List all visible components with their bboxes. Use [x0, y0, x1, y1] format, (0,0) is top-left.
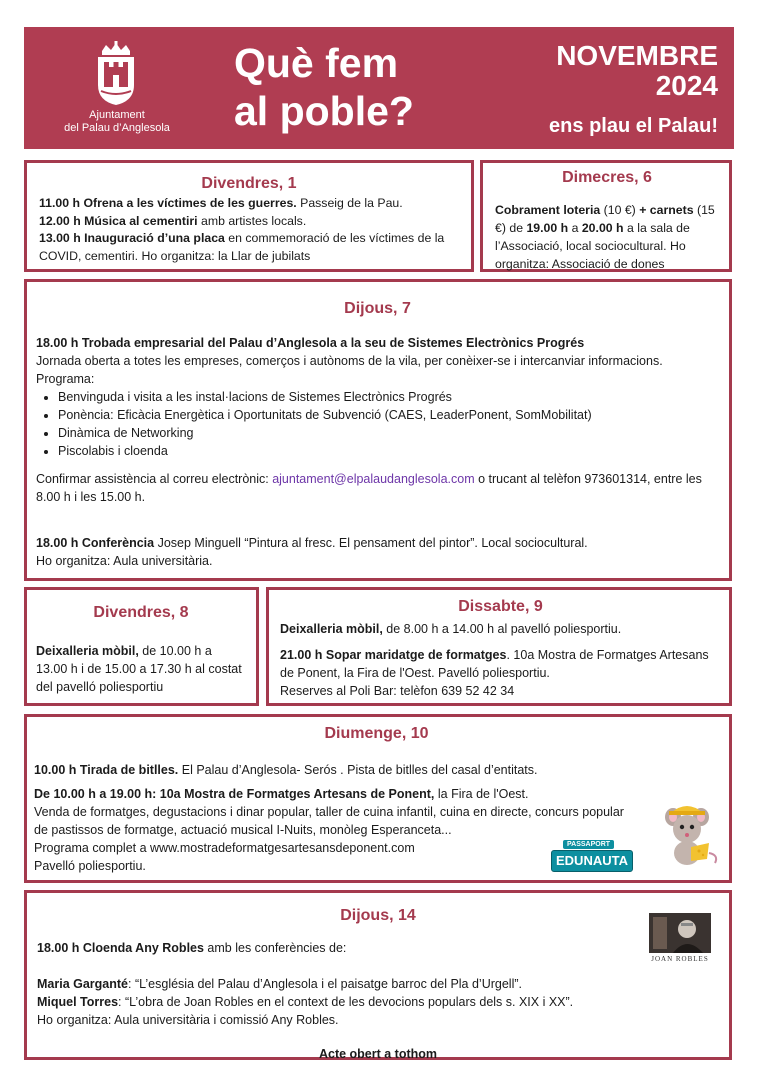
email-link[interactable]: ajuntament@elpalaudanglesola.com — [272, 472, 475, 486]
event-line: 18.00 h Conferència Josep Minguell “Pintura al fresc. El pensament del pintor”. Local sociocultural. — [36, 536, 588, 550]
list-item: • Benvinguda i visita a les instal·lacions de Sistemes Electrònics Progrés — [58, 388, 719, 406]
event-description: Venda de formatges, degustacions i dinar popular, taller de cuina infantil, cuina en directe, concurs popular de pastissos de formatge, actuació musical I-Nuits, monòleg Esperanceta... — [34, 805, 624, 837]
title-line2: al poble? — [234, 88, 414, 134]
list-item: • Ponència: Eficàcia Energètica i Oportunitats de Subvenció (CAES, LeaderPonent, SomMobilitat) — [58, 406, 719, 424]
crest-caption-line1: Ajuntament — [89, 109, 145, 121]
list-item: • Piscolabis i cloenda — [58, 442, 719, 460]
mouse-mascot-icon — [659, 795, 719, 867]
location-line: Pavelló poliesportiu. — [34, 859, 146, 873]
badge-main-label: EDUNAUTA — [551, 850, 633, 872]
joan-robles-logo — [649, 913, 711, 965]
crest-caption-line2: del Palau d’Anglesola — [64, 122, 170, 134]
event-line: 11.00 h Ofrena a les víctimes de les guerres. Passeig de la Pau. 12.00 h Música al cementiri amb artistes locals. 13.00 h Inauguració d’una placa en commemoració de les víctimes de la COVID, cementiri. Ho organitza: la Llar de jubilats — [39, 196, 445, 263]
badge-top-label: PASSAPORT — [563, 840, 614, 849]
speaker-line: Miquel Torres: “L’obra de Joan Robles en el context de les devocions populars dels s. XIX i XX”. — [37, 995, 574, 1009]
logo-label: JOAN ROBLES — [651, 955, 709, 963]
open-event-note: Acte obert a tothom — [318, 1047, 438, 1061]
header-banner — [24, 27, 734, 149]
municipal-crest-icon — [76, 41, 156, 107]
event-box-sun10 — [24, 714, 732, 883]
day-title: Dijous, 14 — [340, 907, 416, 924]
title-line1: Què fem — [234, 40, 399, 86]
event-line: 18.00 h Cloenda Any Robles amb les conferències de: — [37, 941, 347, 955]
day-title: Divendres, 8 — [93, 604, 189, 621]
organizer-line: Ho organitza: Aula universitària. — [36, 554, 213, 568]
event-box-wed6 — [480, 160, 732, 272]
event-title: 18.00 h Trobada empresarial del Palau d’Anglesola a la seu de Sistemes Electrònics Progrés — [36, 336, 585, 350]
confirm-text: Confirmar assistència al correu electrònic: ajuntament@elpalaudanglesola.com o trucant al telèfon 973601314, entre les 8.00 h i les 15.00 h. — [36, 472, 702, 504]
organizer-line: Ho organitza: Aula universitària i comissió Any Robles. — [37, 1013, 339, 1027]
event-box-fri1 — [24, 160, 474, 272]
list-item: • Dinàmica de Networking — [58, 424, 719, 442]
event-line: 10.00 h Tirada de bitlles. El Palau d’Anglesola- Serós . Pista de bitlles del casal d’entitats. — [34, 763, 538, 777]
program-link-line: Programa complet a www.mostradeformatgesartesansdeponent.com — [34, 841, 415, 855]
day-title: Dijous, 7 — [344, 300, 411, 317]
passaport-edunauta-badge — [551, 841, 633, 872]
reservation-line: Reserves al Poli Bar: telèfon 639 52 42 34 — [280, 684, 515, 698]
event-line: 21.00 h Sopar maridatge de formatges. 10a Mostra de Formatges Artesans de Ponent, la Fira de l'Oest. Pavelló poliesportiu. — [280, 648, 709, 680]
event-box-fri8 — [24, 587, 259, 706]
month-label: NOVEMBRE — [556, 40, 718, 71]
event-line: Cobrament loteria (10 €) + carnets (15 €) de 19.00 h a 20.00 h a la sala de l’Associació, local sociocultural. Ho organitza: Associació de dones — [495, 203, 715, 271]
event-description: Jornada oberta a totes les empreses, comerços i autònoms de la vila, per conèixer-se i intercanviar informacions. Programa: — [36, 354, 663, 386]
event-box-thu7 — [24, 279, 732, 581]
event-line: De 10.00 h a 19.00 h: 10a Mostra de Formatges Artesans de Ponent, la Fira de l'Oest. — [34, 787, 529, 801]
event-line: Deixalleria mòbil, de 10.00 h a 13.00 h i de 15.00 a 17.30 h al costat del pavelló poliesportiu — [36, 644, 242, 694]
program-list — [36, 388, 719, 460]
day-title: Divendres, 1 — [201, 175, 297, 192]
day-title: Dimecres, 6 — [562, 169, 652, 186]
day-title: Diumenge, 10 — [324, 725, 429, 742]
day-title: Dissabte, 9 — [458, 598, 543, 615]
year-label: 2024 — [655, 70, 718, 101]
slogan: ens plau el Palau! — [549, 115, 718, 137]
event-box-thu14 — [24, 890, 732, 1060]
portrait-icon — [649, 913, 711, 953]
event-box-sat9 — [266, 587, 732, 706]
event-line: Deixalleria mòbil, de 8.00 h a 14.00 h al pavelló poliesportiu. — [280, 622, 622, 636]
speaker-line: Maria Garganté: “L’església del Palau d’Anglesola i el paisatge barroc del Pla d’Urgell”. — [37, 977, 522, 991]
